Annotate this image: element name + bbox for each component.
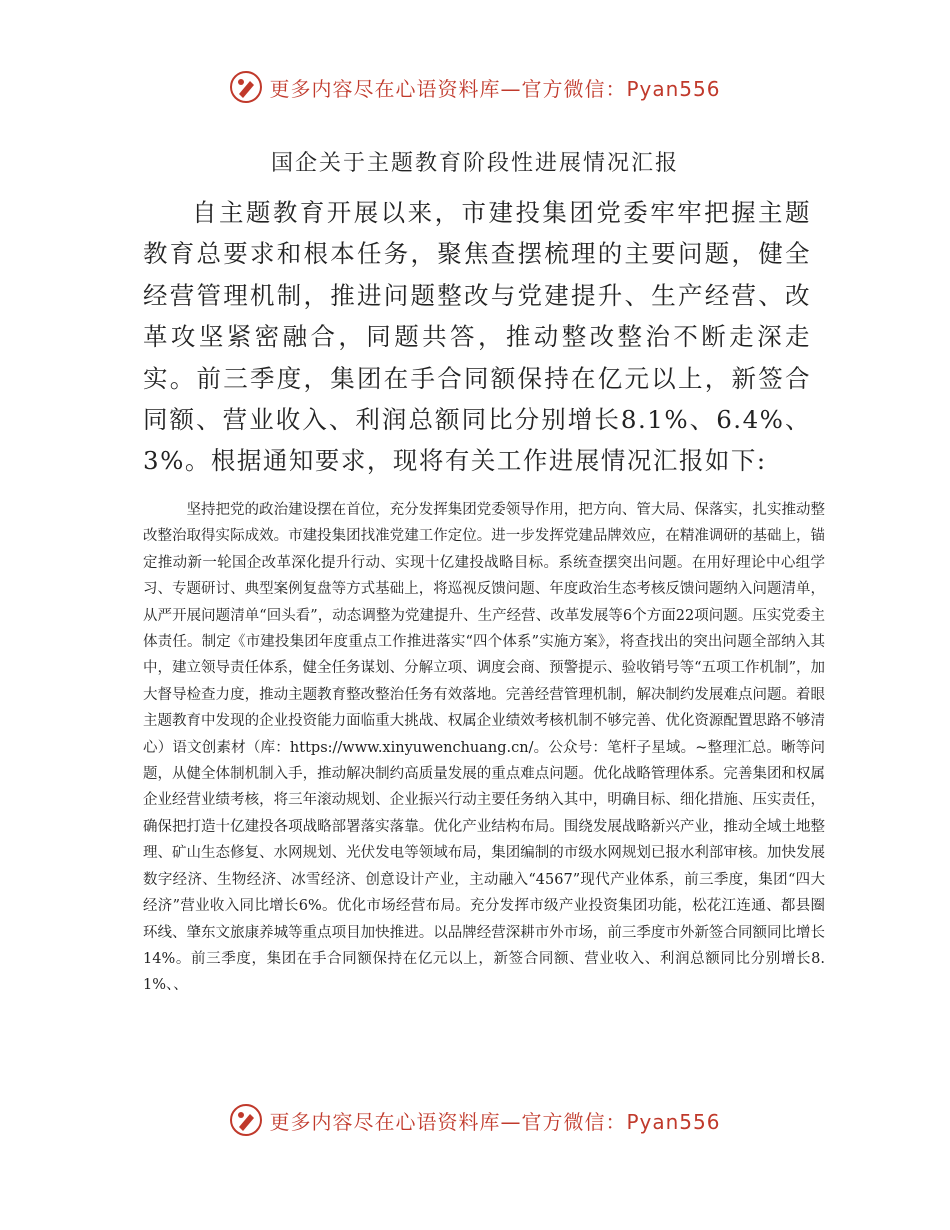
footer-banner-text: 更多内容尽在心语资料库—官方微信：Pyan556 — [269, 1109, 721, 1134]
pen-nib-logo-icon — [229, 1103, 263, 1137]
footer-banner — [0, 1103, 950, 1137]
body-paragraph: 坚持把党的政治建设摆在首位，充分发挥集团党委领导作用，把方向、管大局、保落实，扎实推动整改整治取得实际成效。市建投集团找准党建工作定位。进一步发挥党建品牌效应，在精准调研的基础上，锚定推动新一轮国企改革深化提升行动、实现十亿建投战略目标。系统查摆突出问题。在用好理论中心组学习、专题研讨、典型案例复盘等方式基础上，将巡视反馈问题、年度政治生态考核反馈问题纳入问题清单，从严开展问题清单“回头看”，动态调整为党建提升、生产经营、改革发展等6个方面22项问题。压实党委主体责任。制定《市建投集团年度重点工作推进落实“四个体系”实施方案》，将查找出的突出问题全部纳入其中，建立领导责任体系，健全任务谋划、分解立项、调度会商、预警提示、验收销号等“五项工作机制”，加大督导检查力度，推动主题教育整改整治任务有效落地。完善经营管理机制，解决制约发展难点问题。着眼主题教育中发现的企业投资能力面临重大挑战、权属企业绩效考核机制不够完善、优化资源配置思路不够清心）语文创素材（库：https://www.xinyuwenchuang.cn/。公众号：笔杆子星域。~整理汇总。晰等问题，从健全体制机制入手，推动解决制约高质量发展的重点难点问题。优化战略管理体系。完善集团和权属企业经营业绩考核，将三年滚动规划、企业振兴行动主要任务纳入其中，明确目标、细化措施、压实责任，确保把打造十亿建投各项战略部署落实落靠。优化产业结构布局。围绕发展战略新兴产业，推动全域土地整理、矿山生态修复、水网规划、光伏发电等领域布局，集团编制的市级水网规划已报水利部审核。加快发展数字经济、生物经济、冰雪经济、创意设计产业，主动融入“4567”现代产业体系，前三季度，集团“四大经济”营业收入同比增长6%。优化市场经营布局。充分发挥市级产业投资集团功能，松花江连通、都县圈环线、肇东文旅康养城等重点项目加快推进。以品牌经营深耕市外市场，前三季度市外新签合同额同比增长14%。前三季度，集团在手合同额保持在亿元以上，新签合同额、营业收入、利润总额同比分别增长8.1%、、 — [143, 502, 825, 994]
header-banner-text: 更多内容尽在心语资料库—官方微信：Pyan556 — [269, 76, 721, 101]
page-title: 国企关于主题教育阶段性进展情况汇报 — [270, 151, 679, 176]
header-banner — [0, 70, 950, 104]
intro-paragraph: 自主题教育开展以来，市建投集团党委牢牢把握主题教育总要求和根本任务，聚焦查摆梳理的主要问题，健全经营管理机制，推进问题整改与党建提升、生产经营、改革攻坚紧密融合，同题共答，推动整改整治不断走深走实。前三季度，集团在手合同额保持在亿元以上，新签合同额、营业收入、利润总额同比分别增长8.1%、6.4%、3%。根据通知要求，现将有关工作进展情况汇报如下: — [143, 198, 811, 476]
pen-nib-logo-icon — [229, 70, 263, 104]
